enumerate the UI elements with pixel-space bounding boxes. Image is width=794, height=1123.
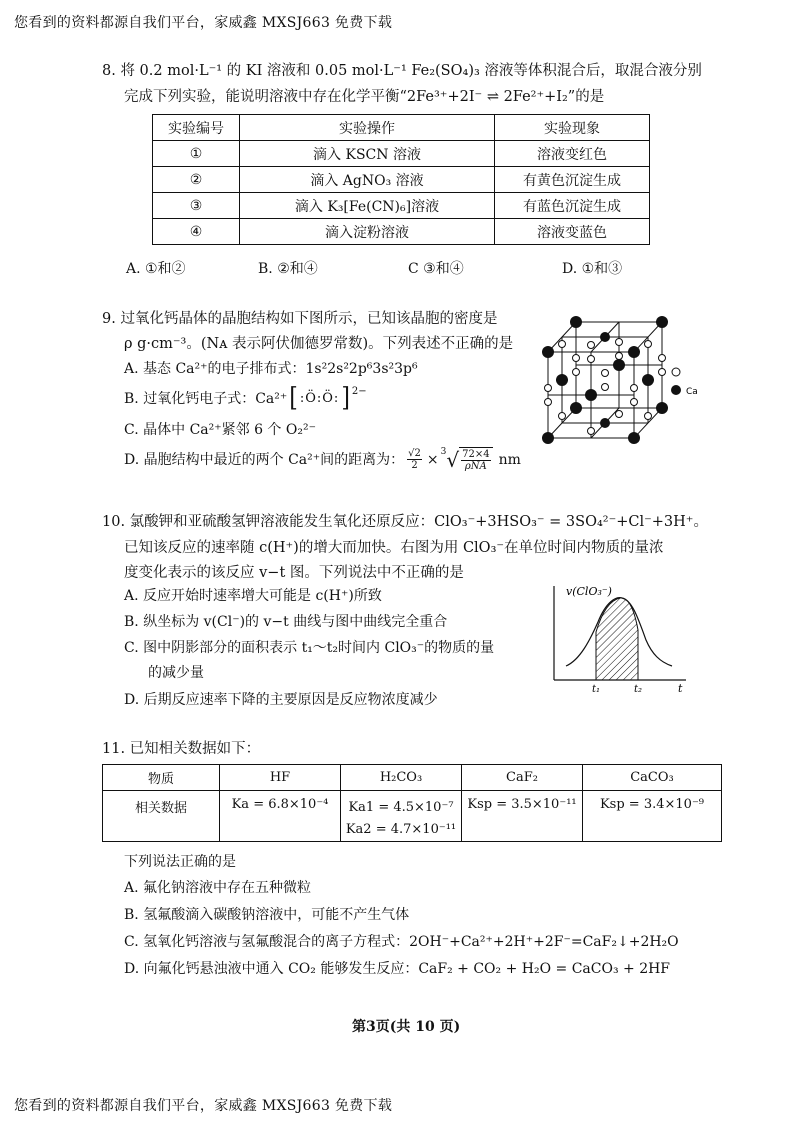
table-cell: ③: [153, 193, 240, 219]
watermark-top: 您看到的资料都源自我们平台，家威鑫 MXSJ663 免费下载: [14, 15, 393, 31]
q9-option-b-prefix: B. 过氧化钙电子式：Ca²⁺: [124, 391, 288, 407]
q11-caf2-value: Ksp = 3.5×10⁻¹¹: [462, 791, 583, 842]
q8-option-a: A. ①和②: [126, 261, 186, 277]
q11-header-substance: 物质: [103, 765, 220, 791]
q9-option-b-dots: :Ö:Ö:: [299, 391, 340, 406]
q11-stem: 下列说法正确的是: [124, 854, 236, 870]
q9-option-d-prefix: D. 晶胞结构中最近的两个 Ca²⁺间的距离为：: [124, 451, 405, 468]
q10-option-d: D. 后期反应速率下降的主要原因是反应物浓度减少: [124, 692, 438, 708]
q11-h2co3-ka2: Ka2 = 4.7×10⁻¹¹: [345, 822, 457, 837]
table-cell: 滴入淀粉溶液: [240, 219, 495, 245]
q8-option-d: D. ①和③: [562, 261, 623, 277]
q10-line1: 10. 氯酸钾和亚硫酸氢钾溶液能发生氧化还原反应：ClO₃⁻+3HSO₃⁻ = 3SO₄²⁻+Cl⁻+3H⁺。: [102, 514, 708, 530]
table-cell: 滴入 K₃[Fe(CN)₆]溶液: [240, 193, 495, 219]
q11-header-caco3: CaCO₃: [583, 765, 722, 791]
q10-option-a: A. 反应开始时速率增大可能是 c(H⁺)所致: [124, 588, 382, 604]
q11-header-caf2: CaF₂: [462, 765, 583, 791]
table-cell: ②: [153, 167, 240, 193]
table-cell: 有黄色沉淀生成: [495, 167, 650, 193]
q8-table: [152, 114, 650, 245]
q8-line1: 8. 将 0.2 mol·L⁻¹ 的 KI 溶液和 0.05 mol·L⁻¹ Fe₂(SO₄)₃ 溶液等体积混合后，取混合液分别: [102, 63, 702, 79]
root-denominator: ρNA: [464, 461, 487, 472]
q8-line2: 完成下列实验，能说明溶液中存在化学平衡“2Fe³⁺+2I⁻ ⇌ 2Fe²⁺+I₂”的是: [124, 89, 605, 105]
root-numerator: 72×4: [462, 449, 490, 460]
left-bracket-icon: [: [289, 383, 298, 414]
cube-root-index: 3: [440, 446, 447, 457]
q8-option-b: B. ②和④: [258, 261, 318, 277]
fraction-sqrt2-over-2: [407, 448, 422, 471]
table-cell: 滴入 AgNO₃ 溶液: [240, 167, 495, 193]
q8-header-id: 实验编号: [153, 115, 240, 141]
times-icon: ×: [426, 451, 439, 468]
crystal-cell-figure: [536, 312, 726, 444]
q9-option-c: C. 晶体中 Ca²⁺紧邻 6 个 O₂²⁻: [124, 422, 316, 438]
q11-caco3-value: Ksp = 3.4×10⁻⁹: [583, 791, 722, 842]
q11-table: [102, 764, 722, 842]
page-number: 第3页(共 10 页): [352, 1019, 461, 1035]
q9-line2: ρ g·cm⁻³。(Nᴀ 表示阿伏伽德罗常数)。下列表述不正确的是: [124, 336, 514, 352]
q9-option-b-charge: 2−: [351, 386, 367, 397]
q10-option-b: B. 纵坐标为 v(Cl⁻)的 v−t 曲线与图中曲线完全重合: [124, 614, 448, 630]
q11-h2co3-ka1: Ka1 = 4.5×10⁻⁷: [348, 800, 454, 815]
q11-header-hf: HF: [220, 765, 341, 791]
fraction-denominator: 2: [411, 460, 418, 471]
q8-header-ph: 实验现象: [495, 115, 650, 141]
q10-option-c-cont: 的减少量: [148, 665, 204, 681]
q11-option-a: A. 氟化钠溶液中存在五种微粒: [124, 880, 312, 896]
right-bracket-icon: ]: [341, 383, 350, 414]
fraction-numerator: √2: [408, 448, 421, 459]
table-cell: ①: [153, 141, 240, 167]
q9-option-d: [124, 447, 521, 472]
legend-ca-icon: [671, 385, 681, 395]
legend-ca-label: Ca: [686, 387, 698, 397]
shaded-area: [596, 598, 638, 680]
q9-option-b: [124, 383, 367, 414]
q11-hf-value: Ka = 6.8×10⁻⁴: [220, 791, 341, 842]
q8-header-op: 实验操作: [240, 115, 495, 141]
q10-option-c: C. 图中阴影部分的面积表示 t₁～t₂时间内 ClO₃⁻的物质的量: [124, 640, 495, 656]
q11-option-d: D. 向氟化钙悬浊液中通入 CO₂ 能够发生反应：CaF₂ + CO₂ + H₂O = CaCO₃ + 2HF: [124, 961, 671, 977]
graph-t2-label: t₂: [634, 684, 643, 695]
table-cell: ④: [153, 219, 240, 245]
watermark-bottom: 您看到的资料都源自我们平台，家威鑫 MXSJ663 免费下载: [14, 1098, 393, 1114]
graph-t1-label: t₁: [592, 684, 601, 695]
graph-t-label: t: [678, 682, 683, 695]
radical-icon: √: [446, 447, 460, 472]
vt-graph: [546, 580, 696, 698]
q11-option-c: C. 氢氧化钙溶液与氢氟酸混合的离子方程式：2OH⁻+Ca²⁺+2H⁺+2F⁻=CaF₂↓+2H₂O: [124, 934, 679, 950]
q11-row-label: 相关数据: [103, 791, 220, 842]
table-cell: 滴入 KSCN 溶液: [240, 141, 495, 167]
q9-option-a: A. 基态 Ca²⁺的电子排布式：1s²2s²2p⁶3s²3p⁶: [124, 361, 418, 377]
legend-o-icon: [672, 368, 680, 376]
graph-y-label: v(ClO₃⁻): [566, 585, 612, 598]
q11-line1: 11. 已知相关数据如下：: [102, 741, 261, 757]
table-cell: 溶液变蓝色: [495, 219, 650, 245]
table-cell: 溶液变红色: [495, 141, 650, 167]
table-cell: 有蓝色沉淀生成: [495, 193, 650, 219]
q9-option-d-unit: nm: [498, 451, 521, 468]
q11-header-h2co3: H₂CO₃: [341, 765, 462, 791]
q9-line1: 9. 过氧化钙晶体的晶胞结构如下图所示，已知该晶胞的密度是: [102, 311, 498, 327]
q11-option-b: B. 氢氟酸滴入碳酸钠溶液中，可能不产生气体: [124, 907, 410, 923]
root-fraction: [459, 447, 492, 472]
q10-line3: 度变化表示的该反应 v−t 图。下列说法中不正确的是: [124, 565, 464, 581]
q10-line2: 已知该反应的速率随 c(H⁺)的增大而加快。右图为用 ClO₃⁻在单位时间内物质的量浓: [124, 540, 664, 556]
q8-option-c: C ③和④: [408, 261, 464, 277]
q11-h2co3-values: [341, 791, 462, 842]
